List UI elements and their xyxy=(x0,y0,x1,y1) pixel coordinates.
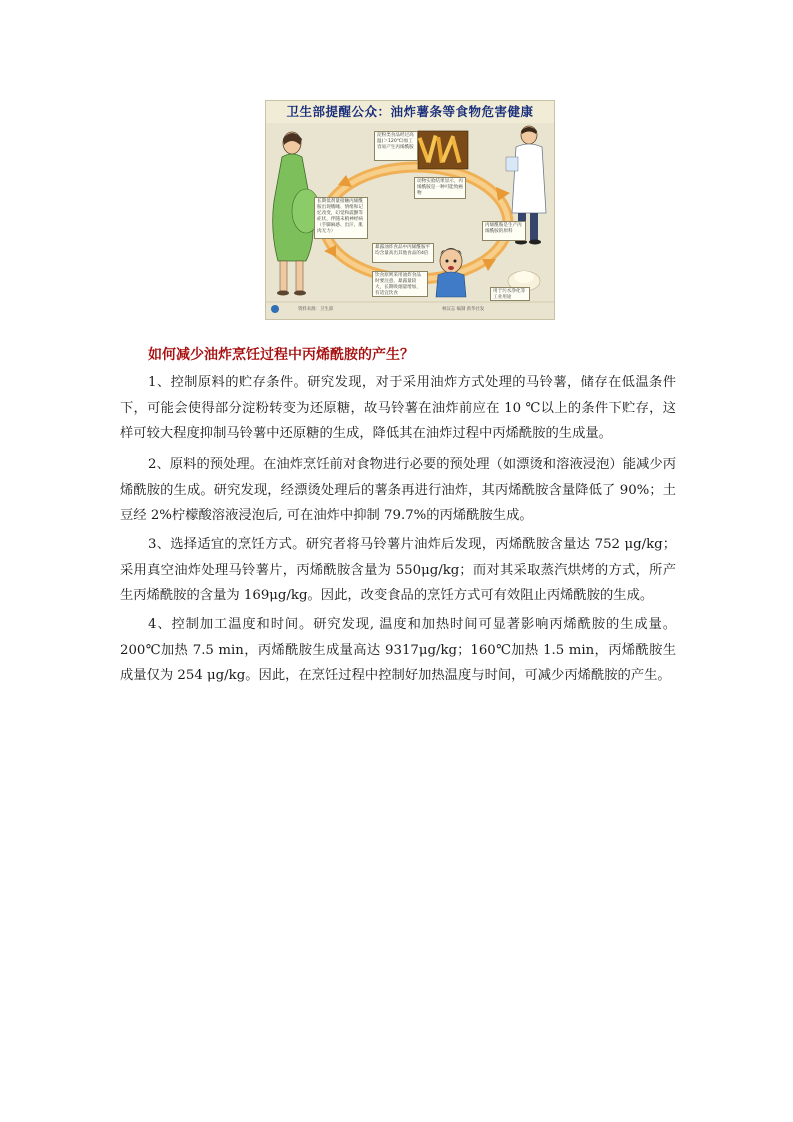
agency-logo xyxy=(271,305,279,313)
infobox-starch: 淀粉类食品经过高温(＞120℃)加工容易产生丙烯酰胺 xyxy=(374,131,418,161)
paragraph-cooking-method: 3、选择适宜的烹饪方式。研究者将马铃薯片油炸后发现，丙烯酰胺含量达 752 μg/kg；采用真空油炸处理马铃薯片，丙烯酰胺含量为 550μg/kg；而对其采取蒸汽烘烤的方式，所产生丙烯酰胺的含量为 169μg/kg。因此，改变食品的烹饪方式可有效阻止丙烯酰胺的生成。 xyxy=(120,537,676,603)
infobox-advice: 饮食原则采用油炸食品时要注意，暴露量较大，长期吸烟量增加，有适宜饮食 xyxy=(372,271,428,297)
infographic xyxy=(265,100,555,320)
paragraph-temperature-time: 4、控制加工温度和时间。研究发现, 温度和加热时间可显著影响丙烯酰胺的生成量。200℃加热 7.5 min，丙烯酰胺生成量高达 9317μg/kg；160℃加热 1.5 min，丙烯酰胺生成量仅为 254 μg/kg。因此，在烹饪过程中控制好加热温度与时间，可减少丙烯酰胺的产生。 xyxy=(120,617,676,683)
infobox-cooking: 暴露油炸食品中丙烯酰胺平均含量高出其他食品的4倍 xyxy=(372,243,434,263)
infobox-exposure: 长期低剂量接触丙烯酰胺出现嗜睡、情绪和记忆改变，幻觉和震颤等症状，伴随末梢神经病（手脚麻感、出汗、肌肉无力） xyxy=(314,197,368,239)
paragraph-storage: 1、控制原料的贮存条件。研究发现，对于采用油炸方式处理的马铃薯，储存在低温条件下，可能会使得部分淀粉转变为还原糖，故马铃薯在油炸前应在 10 ℃以上的条件下贮存，这样可较大程度抑制马铃薯中还原糖的生成，降低其在油炸过程中丙烯酰胺的生成量。 xyxy=(120,375,676,441)
article-heading: 如何减少油炸烹饪过程中丙烯酰胺的产生？ xyxy=(148,347,414,363)
infobox-water: 用于污水净化等工业用途 xyxy=(490,287,530,301)
infographic-title: 卫生部提醒公众：油炸薯条等食物危害健康 xyxy=(266,101,554,123)
fries-photo xyxy=(418,131,468,169)
paragraph-pretreatment: 2、原料的预处理。在油炸烹饪前对食物进行必要的预处理（如漂烫和溶液浸泡）能减少丙烯酰胺的生成。研究发现，经漂烫处理后的薯条再进行油炸，其丙烯酰胺含量降低了 90%；土豆经 2%柠檬酸溶液浸泡后, 可在油炸中抑制 79.7%的丙烯酰胺生成。 xyxy=(120,457,676,523)
infobox-raw-material: 丙烯酰胺是生产丙烯酰胺的原料 xyxy=(482,221,526,241)
infographic-source: 资料来源：卫生部 xyxy=(298,307,334,312)
infobox-animal-test: 动物实验结果显示，丙烯酰胺是一种可能致癌物 xyxy=(414,177,466,199)
infographic-credit: 林汉志 编制 新华社发 xyxy=(442,307,485,312)
